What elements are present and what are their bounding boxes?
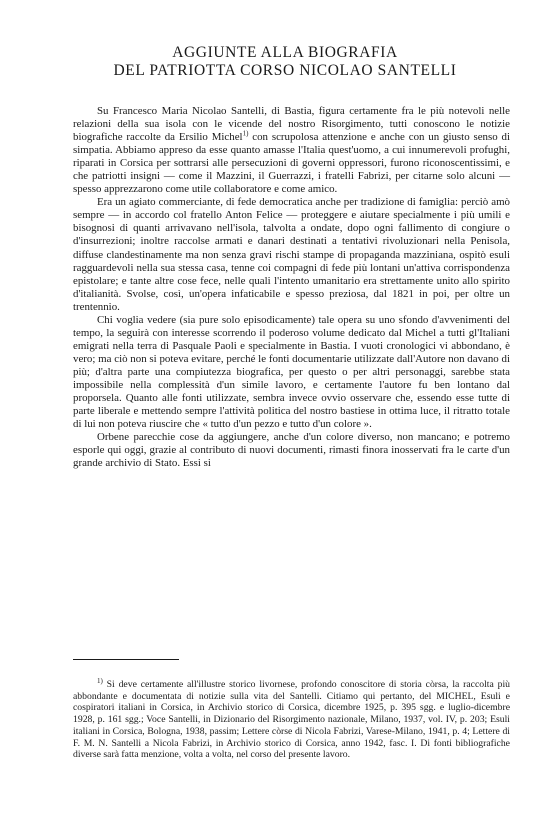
page-title-line-1: AGGIUNTE ALLA BIOGRAFIA [172, 44, 398, 61]
paragraph-2: Era un agiato commerciante, di fede democratica anche per tradizione di famiglia: perciò amò sempre — in accordo col fratello Anton Felice — proteggere e aiutare specialmente i più umili e bisognosi di quanti arrivavano nell'isola, talvolta a ondate, dopo ogni fallimento di congiure o d'insurrezioni; inoltre raccolse armati e danari destinati a tentativi rivoluzionari nella Penisola, diffuse clandestinamente ma non senza gravi rischi stampe di propaganda mazziniana, ospitò esuli ragguardevoli nella sua stessa casa, tenne coi compagni di fede più lontani un'attiva corrispondenza epistolare; e tante altre cose fece, nelle quali l'intento umanitario era strettamente unito allo spirito d'italianità. Svolse, così, un'opera infaticabile e spesso preziosa, dal 1821 in poi, per oltre un trentennio. [73, 196, 510, 313]
paragraph-1-text: Su Francesco Maria Nicolao Santelli, di Bastia, figura certamente fra le più notevoli nelle relazioni della sua isola con le vicende del nostro Risorgimento, tutti conoscono le notizie biografiche raccolte da Ersilio Michel [73, 105, 510, 144]
page-title-line-2: DEL PATRIOTTA CORSO NICOLAO SANTELLI [113, 62, 457, 79]
footnote-mark: 1) [97, 676, 103, 685]
paragraph-1 [73, 105, 510, 196]
paragraph-3: Chi voglia vedere (sia pure solo episodicamente) tale opera su uno sfondo d'avvenimenti del tempo, la seguirà con interesse scorrendo il poderoso volume dedicato dal Michel a tutti gl'Italiani emigrati nella terra di Pasquale Paoli e specialmente in Bastia. I vuoti cronologici vi abbondano, è vero; ma ciò non si poteva evitare, perché le fonti documentarie utilizzate dall'Autore non davano di più; d'altra parte una compiutezza biografica, per questo o per altri personaggi, sarebbe stata impossibile nella complessità d'un simile lavoro, e certamente l'autore fu ben lontano dal proporsela. Quanto alle fonti utilizzate, sembra invece ovvio osservare che, essendo esse tutte di parte liberale e mettendo sempre l'attività politica del nostro bastiese in ottima luce, il ritratto totale di lui non poteva riuscire che « tutto d'un pezzo e tutto d'un colore ». [73, 313, 510, 431]
article-body [73, 105, 510, 470]
paragraph-1-continuation: con scrupolosa attenzione e anche con un giusto senso di simpatia. Abbiamo appreso da esse quanto amasse l'Italia quest'uomo, a cui innumerevoli profughi, riparati in Corsica per sottrarsi alle persecuzioni di governi oppressori, furono riconoscentissimi, e che patriotti insigni — come il Mazzini, il Guerrazzi, i fratelli Fabrizi, per citarne solo alcuni — spesso apprezzarono come utile collaboratore e come amico. [73, 131, 510, 196]
footnote-reference: 1) [242, 129, 249, 138]
footnote [73, 676, 511, 761]
footnote-divider [73, 659, 179, 660]
footnote-text: Si deve certamente all'illustre storico livornese, profondo conoscitore di storia còrsa, la raccolta più abbondante e documentata di notizie sulla vita del Santelli. Citiamo qui pertanto, del MICHEL, Esuli e cospiratori italiani in Corsica, in Archivio storico di Corsica, dicembre 1925, p. 395 sgg. e luglio-dicembre 1928, p. 161 sgg.; Voce Santelli, in Dizionario del Risorgimento nazionale, Milano, 1937, vol. IV, p. 203; Esuli italiani in Corsica, Bologna, 1938, passim; Lettere còrse di Nicola Fabrizi, Varese-Milano, 1941, p. 4; Lettere di F. M. N. Santelli a Nicola Fabrizi, in Archivio storico di Corsica, anno 1942, fasc. I. Di fonti bibliografiche diverse sarà fatta menzione, volta a volta, nel corso del presente lavoro. [73, 679, 511, 761]
paragraph-4: Orbene parecchie cose da aggiungere, anche d'un colore diverso, non mancano; e potremo esporle qui oggi, grazie al contributo di nuovi documenti, rimasti finora inosservati fra le carte d'un grande archivio di Stato. Essi si [73, 431, 510, 470]
